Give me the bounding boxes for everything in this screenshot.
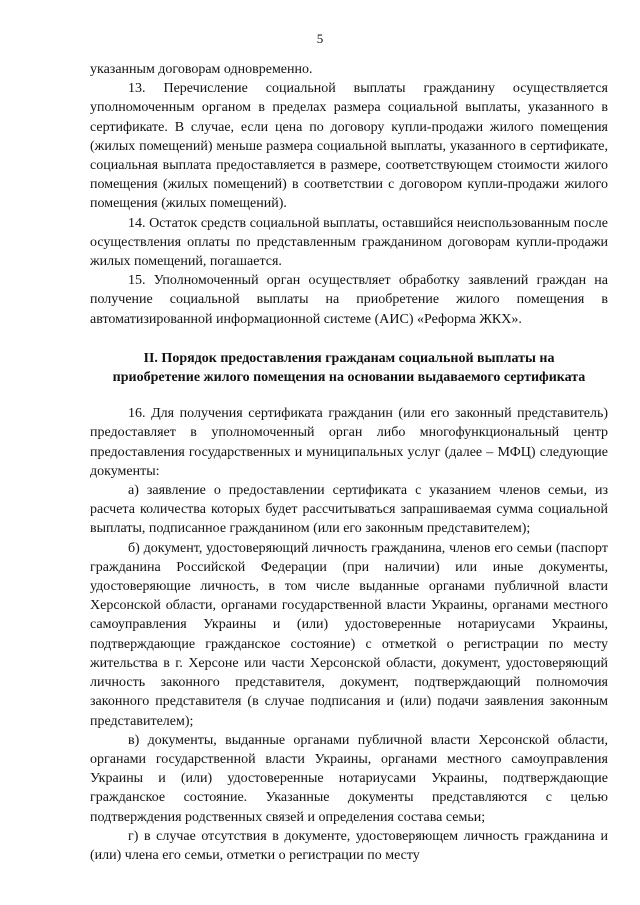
page-number: 5	[316, 31, 324, 46]
paragraph-continuation: указанным договорам одновременно.	[90, 62, 313, 77]
document-body	[90, 60, 608, 865]
section-heading-line-1: II. Порядок предоставления гражданам социальной выплаты на	[143, 350, 555, 366]
section-heading	[90, 349, 608, 387]
paragraph-16-a: а) заявление о предоставлении сертификата с указанием членов семьи, из расчета количества которых будет рассчитываться запрашиваемая сумма социальной выплаты, подписанное гражданином (или его законным представителем);	[90, 483, 608, 537]
paragraph-16-v: в) документы, выданные органами публичной власти Херсонской области, органами государственной власти Украины, органами местного самоуправления Украины и (или) удостоверенные нотариусами Украины, подтверждающие гражданское состояние. Указанные документы представляются с целью подтверждения родственных связей и определения состава семьи;	[90, 732, 608, 825]
paragraph-14: 14. Остаток средств социальной выплаты, оставшийся неиспользованным после осуществления оплаты по представленным гражданином договорам купли-продажи жилых помещений, погашается.	[90, 215, 608, 270]
paragraph-16-g: г) в случае отсутствия в документе, удостоверяющем личность гражданина и (или) члена его семьи, отметки о регистрации по месту	[90, 828, 608, 863]
paragraph-16-b: б) документ, удостоверяющий личность гражданина, членов его семьи (паспорт гражданина Российской Федерации (при наличии) или иные документы, удостоверяющие личность, в том числе выданные органами публичной власти Херсонской области, органами государственной власти Украины, органами местного самоуправления Украины и (или) удостоверенные нотариусами Украины, подтверждающие гражданское состояние) с отметкой о регистрации по месту жительства в г. Херсоне или части Херсонской области, документ, удостоверяющий личность законного представителя, документ, подтверждающий полномочия законного представителя (в случае подписания и (или) подачи заявления законным представителем);	[90, 540, 608, 729]
paragraph-16: 16. Для получения сертификата гражданин (или его законный представитель) предоставляет в уполномоченный орган либо многофункциональный центр предоставления государственных и муниципальных услуг (далее – МФЦ) следующие документы:	[90, 406, 608, 479]
paragraph-15: 15. Уполномоченный орган осуществляет обработку заявлений граждан на получение социальной выплаты на приобретение жилого помещения в автоматизированной информационной системе (АИС) «Реформа ЖКХ».	[90, 273, 608, 327]
paragraph-13: 13. Перечисление социальной выплаты гражданину осуществляется уполномоченным органом в пределах размера социальной выплаты, указанного в сертификате. В случае, если цена по договору купли-продажи жилого помещения (жилых помещений) меньше размера социальной выплаты, указанного в сертификате, социальная выплата предоставляется в размере, соответствующем стоимости жилого помещения (жилых помещений) в соответствии с договором купли-продажи жилого помещения (жилых помещений).	[90, 81, 608, 212]
section-heading-line-2: приобретение жилого помещения на основании выдаваемого сертификата	[112, 370, 586, 386]
